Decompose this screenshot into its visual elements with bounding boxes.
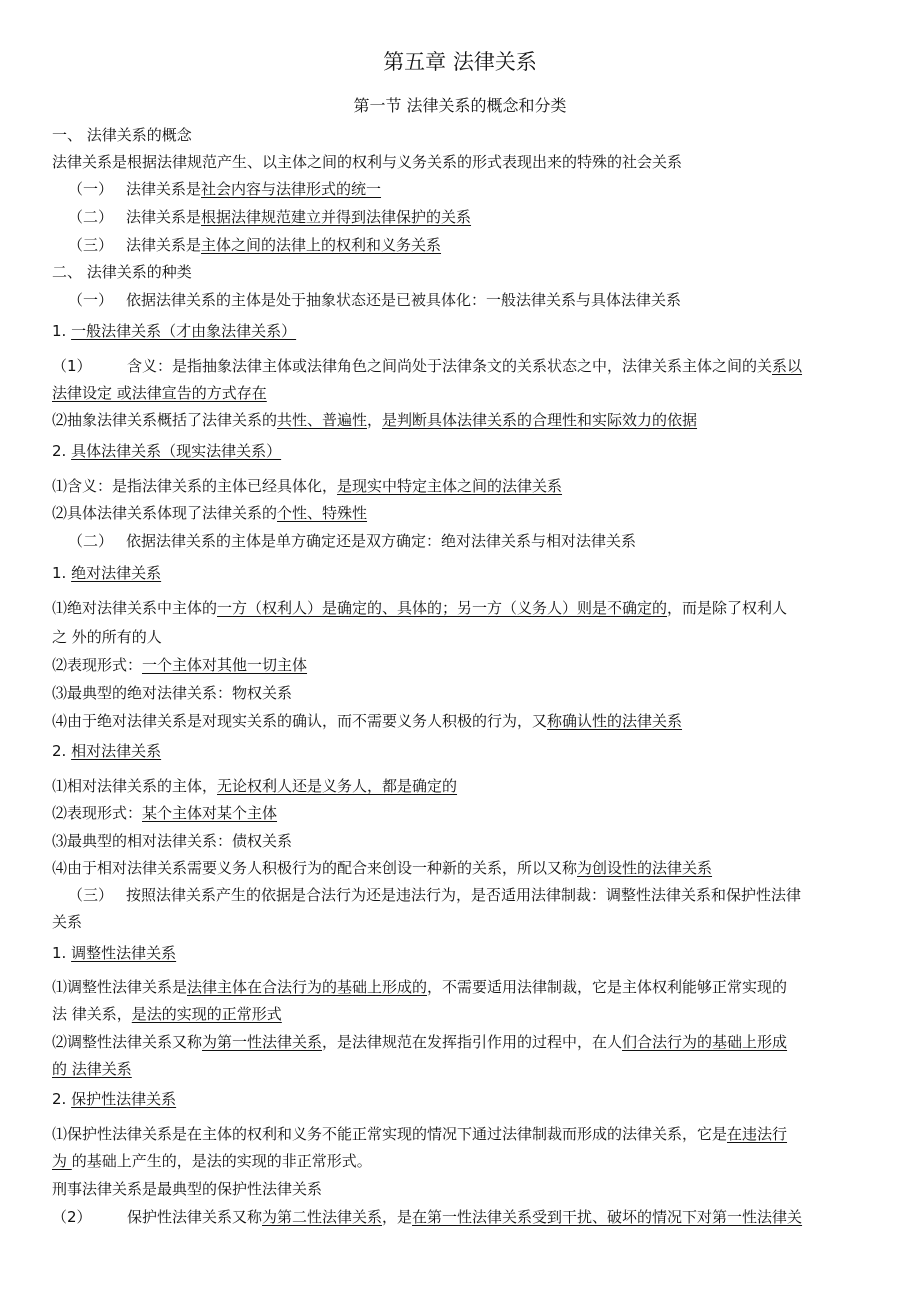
numbered-heading: 2. 具体法律关系（现实法律关系） <box>52 442 282 460</box>
list-item: （二） 法律关系是根据法律规范建立并得到法律保护的关系 <box>68 208 472 226</box>
section-title: 第一节 法律关系的概念和分类 <box>353 96 567 115</box>
paragraph-line: 刑事法律关系是最典型的保护性法律关系 <box>52 1180 323 1198</box>
paragraph-line: ⑴相对法律关系的主体，无论权利人还是义务人，都是确定的 <box>52 777 458 795</box>
numbered-heading: 2. 相对法律关系 <box>52 742 162 760</box>
paragraph-line: 为 的基础上产生的，是法的实现的非正常形式。 <box>52 1152 372 1170</box>
list-item: （一） 法律关系是社会内容与法律形式的统一 <box>68 180 382 198</box>
numbered-heading: 2. 保护性法律关系 <box>52 1090 177 1108</box>
paragraph-line: （1） 含义：是指抽象法律主体或法律角色之间尚处于法律条文的关系状态之中，法律关系主体之间的关系以 <box>52 357 803 375</box>
paragraph-line: ⑵调整性法律关系又称为第一性法律关系，是法律规范在发挥指引作用的过程中，在人们合法行为的基础上形成 <box>52 1033 788 1051</box>
paragraph-line: ⑴保护性法律关系是在主体的权利和义务不能正常实现的情况下通过法律制裁而形成的法律关系，它是在违法行 <box>52 1125 788 1143</box>
paragraph-line: 法 律关系，是法的实现的正常形式 <box>52 1005 282 1023</box>
list-item: （三） 法律关系是主体之间的法律上的权利和义务关系 <box>68 236 442 254</box>
chapter-title: 第五章 法律关系 <box>383 50 537 74</box>
paragraph-line: （2） 保护性法律关系又称为第二性法律关系，是在第一性法律关系受到干扰、破坏的情况下对第一性法律关 <box>52 1208 803 1226</box>
numbered-heading: 1. 绝对法律关系 <box>52 564 162 582</box>
paragraph-line: 关系 <box>52 913 83 931</box>
heading-concept: 一、 法律关系的概念 <box>52 126 192 144</box>
subheading: （一） 依据法律关系的主体是处于抽象状态还是已被具体化：一般法律关系与具体法律关系 <box>68 291 682 309</box>
paragraph-line: ⑴调整性法律关系是法律主体在合法行为的基础上形成的，不需要适用法律制裁，它是主体权利能够正常实现的 <box>52 978 788 996</box>
paragraph-line: 法律设定 或法律宣告的方式存在 <box>52 384 267 402</box>
numbered-heading: 1. 一般法律关系（才由象法律关系） <box>52 322 297 340</box>
subheading: （三） 按照法律关系产生的依据是合法行为还是违法行为，是否适用法律制裁：调整性法律关系和保护性法律 <box>68 886 802 904</box>
subheading: （二） 依据法律关系的主体是单方确定还是双方确定：绝对法律关系与相对法律关系 <box>68 532 637 550</box>
paragraph-line: ⑴绝对法律关系中主体的一方（权利人）是确定的、具体的；另一方（义务人）则是不确定的，而是除了权利人 <box>52 599 788 617</box>
paragraph-line: ⑵抽象法律关系概括了法律关系的共性、普遍性，是判断具体法律关系的合理性和实际效力的依据 <box>52 411 698 429</box>
paragraph-line: ⑵表现形式：某个主体对某个主体 <box>52 804 278 822</box>
paragraph-line: ⑵具体法律关系体现了法律关系的个性、特殊性 <box>52 504 368 522</box>
paragraph-line: ⑶最典型的绝对法律关系：物权关系 <box>52 684 293 702</box>
heading-types: 二、 法律关系的种类 <box>52 263 192 281</box>
paragraph-line: 的 法律关系 <box>52 1060 132 1078</box>
paragraph-line: 之 外的所有的人 <box>52 628 162 646</box>
paragraph-line: ⑵表现形式：一个主体对其他一切主体 <box>52 656 308 674</box>
paragraph-line: ⑷由于绝对法律关系是对现实关系的确认，而不需要义务人积极的行为，又称确认性的法律关系 <box>52 712 683 730</box>
numbered-heading: 1. 调整性法律关系 <box>52 944 177 962</box>
paragraph-line: ⑷由于相对法律关系需要义务人积极行为的配合来创设一种新的关系，所以又称为创设性的法律关系 <box>52 859 713 877</box>
paragraph-line: ⑶最典型的相对法律关系：债权关系 <box>52 832 293 850</box>
paragraph-definition: 法律关系是根据法律规范产生、以主体之间的权利与义务关系的形式表现出来的特殊的社会关系 <box>52 153 683 171</box>
paragraph-line: ⑴含义：是指法律关系的主体已经具体化，是现实中特定主体之间的法律关系 <box>52 477 563 495</box>
